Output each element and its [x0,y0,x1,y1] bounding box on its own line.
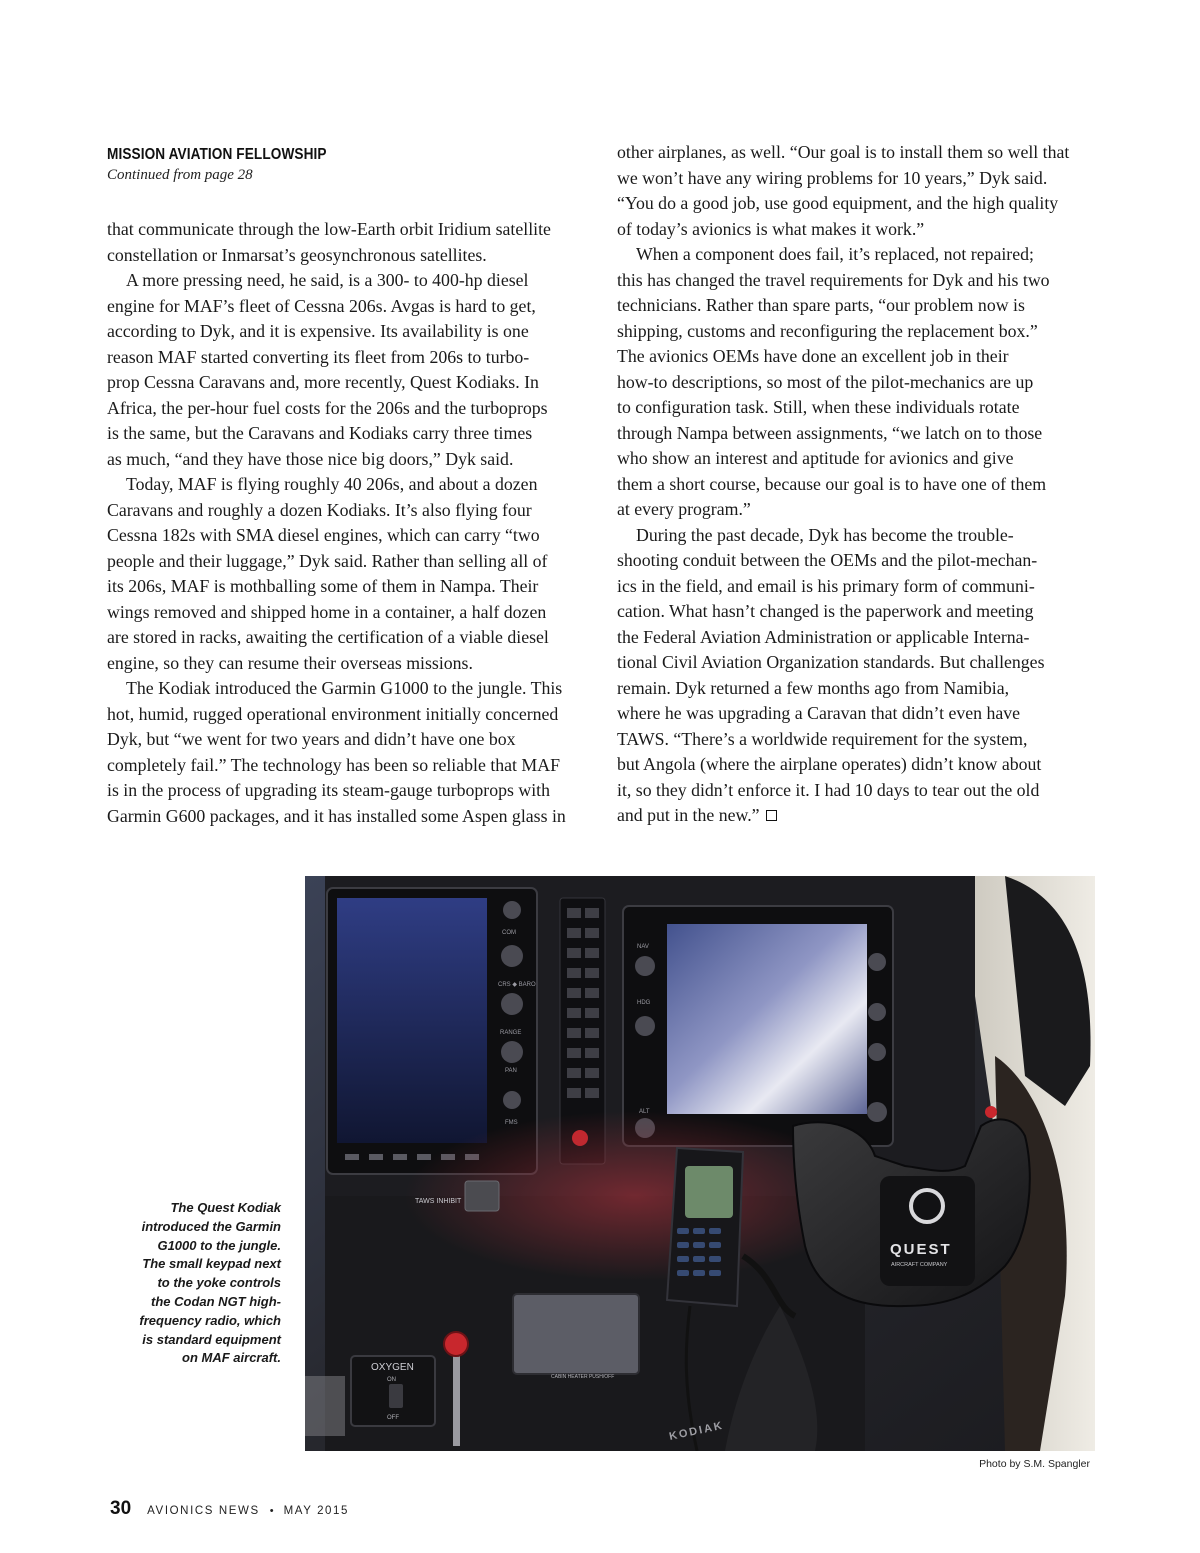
body-line-text: remain. Dyk returned a few months ago from Namibia, [617,677,1010,698]
cabin-heater-display [513,1294,639,1374]
body-line-text: completely fail.” The technology has been so reliable that MAF [107,754,560,775]
body-line-text: as much, “and they have those nice big doors,” Dyk said. [107,448,514,469]
section-header [107,146,587,184]
body-line-text: to configuration task. Still, when these individuals rotate [617,397,1020,417]
body-line [617,191,1095,217]
body-line-text: hot, humid, rugged operational environment initially concerned [107,703,559,724]
com-label: COM [502,930,516,936]
body-line-text: prop Cessna Caravans and, more recently, Quest Kodiaks. In [107,372,539,392]
body-line [617,140,1095,166]
body-line [617,778,1095,804]
body-line [107,319,585,345]
body-line [617,497,1095,523]
body-line-text: this has changed the travel requirements for Dyk and his two [617,269,1050,290]
body-line-text: shipping, customs and reconfiguring the replacement box.” [617,320,1038,341]
body-line [107,370,585,396]
page-number: 30 [110,1498,132,1519]
keypad-screen [685,1166,733,1218]
body-line-text: engine, so they can resume their overseas missions. [107,652,473,673]
body-line-text: During the past decade, Dyk has become the trouble- [636,524,1014,545]
body-line [617,625,1095,651]
body-line-text: the Federal Aviation Administration or applicable Interna- [617,626,1030,647]
body-line [617,752,1095,778]
body-line-text: reason MAF started converting its fleet from 206s to turbo- [107,346,530,367]
caption-line: The small keypad next [142,1256,281,1272]
issue-date: MAY 2015 [283,1505,350,1517]
caption-line: introduced the Garmin [141,1218,281,1234]
body-line-text: The avionics OEMs have done an excellent job in their [617,346,1009,366]
caption-line: The Quest Kodiak [170,1200,281,1215]
body-line [617,319,1095,345]
body-line [107,472,585,498]
body-line [617,701,1095,727]
body-line-text: wings removed and shipped home in a container, a half dozen [107,601,547,622]
body-line-text: according to Dyk, and it is expensive. Its availability is one [107,321,529,341]
body-line-text: shooting conduit between the OEMs and the pilot-mechan- [617,550,1038,570]
body-line [107,498,585,524]
body-line-text: of today’s avionics is what makes it work.” [617,218,925,239]
body-line [617,242,1095,268]
body-line [107,345,585,371]
body-line [617,421,1095,447]
body-line [617,472,1095,498]
quest-logo-text: QUEST [890,1241,952,1258]
body-line [617,446,1095,472]
body-line-text: its 206s, MAF is mothballing some of them in Nampa. Their [107,576,539,596]
oxygen-on-label: ON [387,1377,396,1383]
body-line [107,676,585,702]
body-line-text: engine for MAF’s fleet of Cessna 206s. Avgas is hard to get, [107,295,536,316]
crs-baro-label: CRS ◆ BARO [498,982,536,988]
hdg-label: HDG [637,1000,651,1006]
pull-knob-shaft [453,1346,460,1446]
body-line-text: at every program.” [617,499,751,519]
end-of-article-mark [766,810,777,821]
article-column-left [107,217,585,829]
body-line [617,676,1095,702]
pfd-screen [337,898,487,1143]
body-line [107,243,585,269]
yoke-center [880,1176,975,1286]
caption-line: the Codan NGT high- [151,1293,281,1309]
body-line [107,421,585,447]
body-line-text: where he was upgrading a Caravan that didn’t even have [617,703,1021,723]
body-line [617,293,1095,319]
photo-caption [112,1199,281,1368]
caption-line: G1000 to the jungle. [157,1237,281,1253]
body-line [617,395,1095,421]
body-line [107,268,585,294]
body-line [617,166,1095,192]
publication-name: AVIONICS NEWS [147,1505,260,1517]
body-line [107,447,585,473]
fms-label: FMS [505,1120,518,1126]
red-pull-knob [444,1332,468,1356]
section-title: MISSION AVIATION FELLOWSHIP [107,146,327,163]
body-line-text: are stored in racks, awaiting the certification of a viable diesel [107,627,549,647]
body-line [617,727,1095,753]
body-line-text: but Angola (where the airplane operates) didn’t know about [617,754,1042,774]
body-line-text: Caravans and roughly a dozen Kodiaks. It’s also flying four [107,499,532,520]
body-line-text: other airplanes, as well. “Our goal is to install them so well that [617,142,1070,162]
body-line-text: through Nampa between assignments, “we latch on to those [617,422,1043,443]
caption-line: to the yoke controls [157,1275,281,1291]
body-line-text: TAWS. “There’s a worldwide requirement for the system, [617,728,1028,749]
pan-label: PAN [505,1068,517,1074]
body-line-text: constellation or Inmarsat’s geosynchronous satellites. [107,244,487,265]
body-line [107,651,585,677]
body-line [617,217,1095,243]
body-line [107,549,585,575]
caption-line: frequency radio, which [139,1312,281,1328]
body-line-text: tional Civil Aviation Organization standards. But challenges [617,652,1045,672]
caption-line: on MAF aircraft. [182,1350,281,1366]
body-line-text: that communicate through the low-Earth orbit Iridium satellite [107,219,551,239]
body-line [107,753,585,779]
oxygen-off-label: OFF [387,1415,399,1421]
caption-line: is standard equipment [142,1331,281,1347]
body-line-text: is in the process of upgrading its steam-gauge turboprops with [107,780,550,800]
body-line [617,268,1095,294]
body-line [107,727,585,753]
body-line-text: people and their luggage,” Dyk said. Rather than selling all of [107,550,548,571]
body-line [107,523,585,549]
range-label: RANGE [500,1030,522,1036]
body-line-text: A more pressing need, he said, is a 300- to 400-hp diesel [126,270,529,290]
kodiak-label: KODIAK [668,1419,725,1443]
body-line [617,803,1095,829]
body-line [107,778,585,804]
body-line-text: ics in the field, and email is his primary form of communi- [617,575,1035,596]
body-line-text: When a component does fail, it’s replaced, not repaired; [636,244,1034,264]
article-column-right [617,140,1095,829]
body-line-text: Africa, the per-hour fuel costs for the 206s and the turboprops [107,397,548,418]
body-line-text: “You do a good job, use good equipment, and the high quality [617,193,1059,213]
page-footer [110,1498,349,1520]
body-line-text: how-to descriptions, so most of the pilot-mechanics are up [617,371,1034,392]
body-line-text: Cessna 182s with SMA diesel engines, which can carry “two [107,525,540,545]
cabin-heater-label: CABIN HEATER PUSH/OFF [551,1374,615,1380]
body-line [617,599,1095,625]
body-line-text: Today, MAF is flying roughly 40 206s, and about a dozen [126,474,538,494]
body-line [617,370,1095,396]
body-line [107,625,585,651]
oxygen-label: OXYGEN [371,1362,414,1373]
cockpit-illustration [305,876,1095,1451]
body-line [107,217,585,243]
oxygen-switch [389,1384,403,1408]
body-line [107,396,585,422]
taws-inhibit-switch [465,1181,499,1211]
body-line-text: technicians. Rather than spare parts, “our problem now is [617,295,1025,315]
body-line [617,650,1095,676]
body-line [107,702,585,728]
taws-inhibit-label: TAWS INHIBIT [415,1198,462,1205]
body-line [107,574,585,600]
body-line [617,523,1095,549]
body-line-text: who show an interest and aptitude for avionics and give [617,448,1014,468]
nav-label: NAV [637,944,649,950]
body-line [107,600,585,626]
body-line [107,294,585,320]
quest-logo-subtext: AIRCRAFT COMPANY [891,1262,948,1268]
body-line-text: and put in the new.” [617,805,760,825]
body-line-text: cation. What hasn’t changed is the paperwork and meeting [617,601,1034,621]
photo-credit: Photo by S.M. Spangler [979,1458,1090,1470]
mfd-screen [667,924,867,1114]
body-line-text: we won’t have any wiring problems for 10 years,” Dyk said. [617,167,1048,188]
footer-separator: • [269,1505,274,1517]
yoke-red-button [985,1106,997,1118]
continued-note: Continued from page 28 [107,167,253,183]
body-line [617,574,1095,600]
body-line-text: them a short course, because our goal is to have one of them [617,473,1047,494]
body-line-text: Garmin G600 packages, and it has installed some Aspen glass in [107,805,566,826]
body-line-text: Dyk, but “we went for two years and didn’t have one box [107,729,516,749]
body-line-text: The Kodiak introduced the Garmin G1000 to the jungle. This [126,678,563,698]
body-line-text: it, so they didn’t enforce it. I had 10 days to tear out the old [617,779,1040,800]
body-line [107,804,585,830]
body-line [617,344,1095,370]
tape-patch [305,1376,345,1436]
body-line [617,548,1095,574]
body-line-text: is the same, but the Caravans and Kodiaks carry three times [107,423,533,443]
cockpit-photo [305,876,1095,1451]
